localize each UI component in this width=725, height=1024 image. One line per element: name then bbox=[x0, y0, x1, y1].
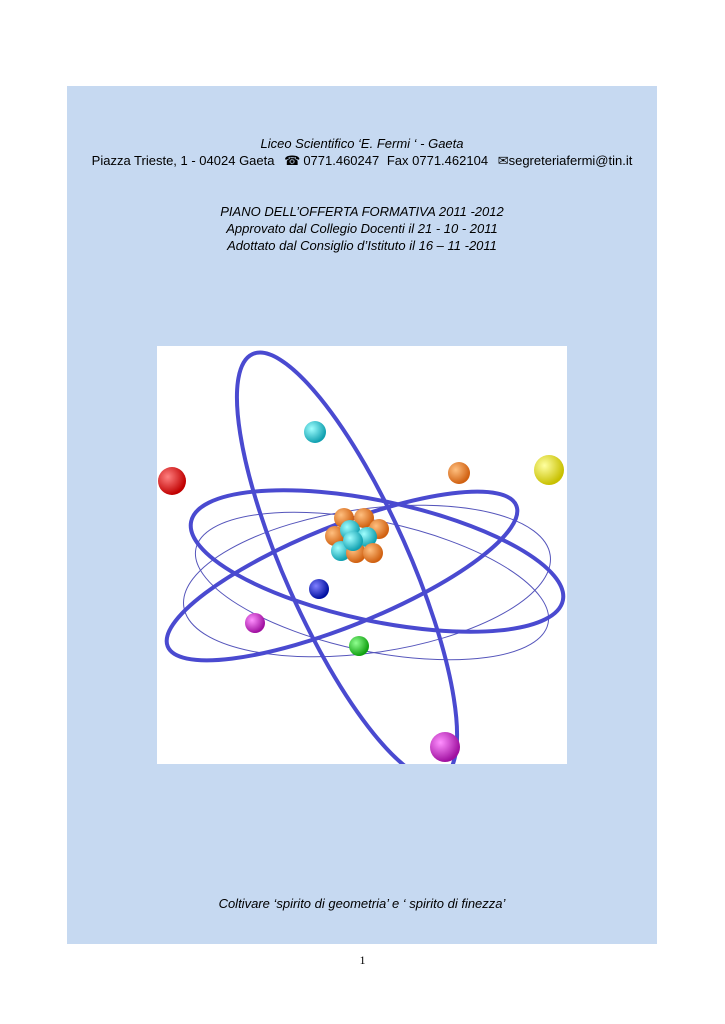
fax-number: Fax 0771.462104 bbox=[386, 153, 489, 168]
cover-panel bbox=[67, 86, 657, 944]
electron-magenta-large bbox=[430, 732, 460, 762]
plan-title: PIANO DELL’OFFERTA FORMATIVA 2011 -2012 bbox=[220, 204, 504, 219]
electron-orange bbox=[448, 462, 470, 484]
electron-green bbox=[349, 636, 369, 656]
email-address: segreteriafermi@tin.it bbox=[508, 153, 633, 168]
plan-approved: Approvato dal Collegio Docenti il 21 - 10 - 2011 bbox=[226, 221, 498, 236]
email-icon: ✉ bbox=[497, 153, 509, 168]
motto: Coltivare ‘spirito di geometria’ e ‘ spirito di finezza’ bbox=[218, 896, 506, 911]
address: Piazza Trieste, 1 - 04024 Gaeta bbox=[91, 153, 275, 168]
electron-magenta-small bbox=[245, 613, 265, 633]
phone-number: 0771.460247 bbox=[303, 153, 380, 168]
page-number: 1 bbox=[359, 953, 366, 967]
phone-icon: ☎ bbox=[284, 153, 301, 168]
plan-adopted: Adottato dal Consiglio d’Istituto il 16 – 11 -2011 bbox=[227, 238, 497, 253]
electron-blue bbox=[309, 579, 329, 599]
atom-icon bbox=[157, 346, 567, 764]
nucleus bbox=[325, 508, 389, 563]
contact-line bbox=[67, 153, 657, 169]
electron-cyan bbox=[304, 421, 326, 443]
atom-illustration bbox=[157, 346, 567, 764]
electron-yellow bbox=[534, 455, 564, 485]
school-name: Liceo Scientifico ‘E. Fermi ‘ - Gaeta bbox=[260, 136, 464, 151]
electron-red bbox=[158, 467, 186, 495]
